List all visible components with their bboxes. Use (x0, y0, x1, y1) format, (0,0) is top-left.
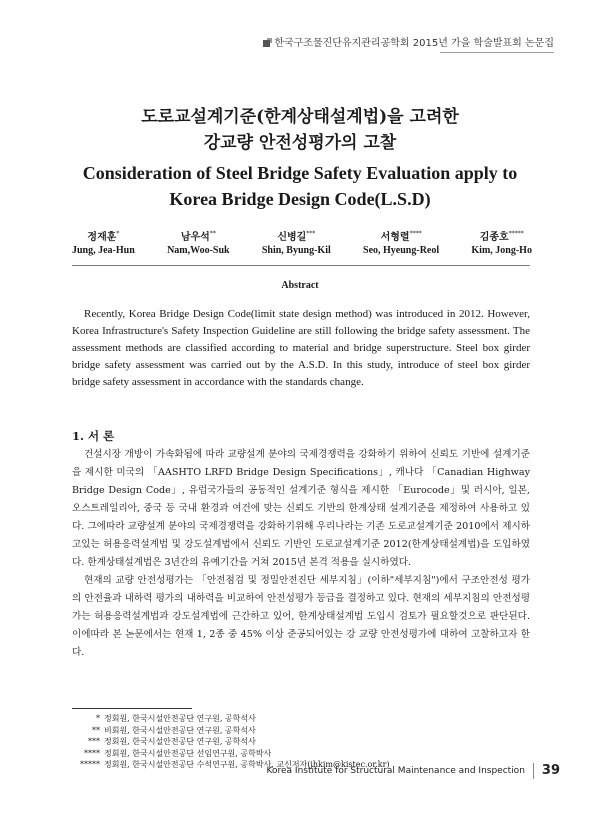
author-1 (72, 228, 135, 256)
body-paragraph-2: 현재의 교량 안전성평가는 「안전점검 및 정밀안전진단 세부지침」(이하"세부지침")에서 구조안전성 평가의 안전율과 내하력 평가의 내하력을 비교하여 안전성평가 등급을 결정하고 있다. 현재의 세부지침의 안전성평가는 허용응력설계법과 강도설계법에 근간하고 있어, 한계상태설계법 도입시 검토가 필요할것으로 판단된다. 이에따라 본 논문에서는 현재 1, 2종 중 45% 이상 준공되어있는 강 교량 안전성평가에 대하여 고찰하고자 한다. (72, 575, 530, 658)
footnote-text: 정회원, 한국시설안전공단 연구원, 공학석사 (104, 714, 256, 723)
author-name-ko: 신병길 (277, 232, 307, 243)
footnote-mark: **** (84, 748, 100, 758)
abstract-text: Recently, Korea Bridge Design Code(limit state design method) was introduced in 2012. However, Korea Infrastructure's Safety Inspection Guideline are still following the bridge safety assessment. The assessment methods are classified according to material and bridge superstructure. Steel box girder bridge safety assessment was carried out by the A.S.D. In this study, introduce of steel box girder bridge safety assessment in accordance with the standards change. (72, 308, 530, 388)
author-mark: *** (306, 230, 316, 238)
abstract-title: Abstract (281, 280, 319, 291)
author-2 (167, 228, 230, 256)
footnote-3 (72, 736, 390, 748)
footnote-text: 정회원, 한국시설안전공단 선임연구원, 공학박사 (104, 748, 272, 758)
author-name-en: Jung, Jea-Hun (72, 245, 135, 256)
footnote-text: 정회원, 한국시설안전공단 수석연구원, 공학박사, 교신저자(jhkim@kistec.or.kr) (104, 760, 390, 770)
author-name-ko: 김종호 (479, 232, 509, 243)
korean-title (0, 104, 600, 156)
english-title-line-1: Consideration of Steel Bridge Safety Evaluation apply to (82, 163, 518, 183)
page-number: 39 (533, 763, 560, 779)
body-paragraph-1: 건설시장 개방이 가속화됨에 따라 교량설계 분야의 국제경쟁력을 강화하기 위하여 신뢰도 기반에 설계기준을 제시한 미국의 「AASHTO LRFD Bridge Design Specifications」, 캐나다 「Canadian Highway Bridge Design Code」, 유럽국가들의 공동적인 설계기준 형식을 제시한 「Eurocode」및 러시아, 일본, 오스트레일리아, 중국 등 국내 환경과 여건에 맞는 신뢰도 기반의 한계상태 설계기준을 제정하여 사용하고 있다. 그에따라 교량설계 분야의 국제경쟁력을 강화하기위해 우리나라는 기존 도로교설계기준 2010에서 제시하고있는 허용응력설계법 및 강도설계법에서 신뢰도 기반인 도로교설계기준 2012(한계상태설계법)을 도입하였다. 한계상태설계법은 3년간의 유예기간을 거쳐 2015년 본격 적용을 실시하였다. (72, 449, 530, 568)
author-name-ko: 서형렬 (380, 232, 410, 243)
footnote-mark: ***** (80, 760, 100, 770)
footnote-1 (72, 713, 390, 725)
english-title (0, 160, 600, 212)
author-name-en: Seo, Hyeung-Reol (363, 245, 440, 256)
running-header (263, 34, 554, 49)
author-mark: ** (209, 230, 216, 238)
author-name-en: Nam,Woo-Suk (167, 245, 230, 256)
author-3 (262, 228, 331, 256)
abstract-top-rule (72, 265, 530, 266)
author-mark: ***** (508, 230, 524, 238)
author-name-ko: 정재훈 (87, 232, 117, 243)
footer-text: Korea Institute for Structural Maintenance and Inspection (266, 766, 525, 776)
author-4 (363, 228, 439, 256)
korean-title-line-2: 강교량 안전성평가의 고찰 (203, 133, 397, 153)
author-name-en: Shin, Byung-Kil (261, 245, 331, 256)
author-mark: **** (409, 230, 422, 238)
author-5 (471, 228, 532, 256)
author-list (72, 228, 532, 256)
page-footer (267, 763, 560, 779)
section-heading: 1. 서 론 (72, 429, 115, 443)
body-text (72, 446, 530, 662)
english-title-line-2: Korea Bridge Design Code(L.S.D) (169, 189, 431, 209)
footnote-divider (72, 708, 192, 709)
footnote-mark: * (96, 714, 100, 723)
footnote-text: 비회원, 한국시설안전공단 연구원, 공학석사 (104, 725, 256, 735)
header-text: 한국구조물진단유지관리공학회 2015년 가을 학술발표회 논문집 (274, 38, 554, 49)
header-logo-icon (263, 40, 270, 47)
footnote-4 (72, 748, 390, 760)
author-name-ko: 남우석 (180, 232, 210, 243)
author-name-en: Kim, Jong-Ho (471, 245, 532, 256)
korean-title-line-1: 도로교설계기준(한계상태설계법)을 고려한 (141, 107, 459, 127)
header-divider (440, 52, 554, 53)
footnote-mark: *** (88, 737, 100, 747)
author-mark: * (116, 230, 120, 238)
footnote-2 (72, 725, 390, 737)
footnote-text: 정회원, 한국시설안전공단 연구원, 공학석사 (104, 737, 256, 747)
footnote-mark: ** (92, 725, 100, 735)
